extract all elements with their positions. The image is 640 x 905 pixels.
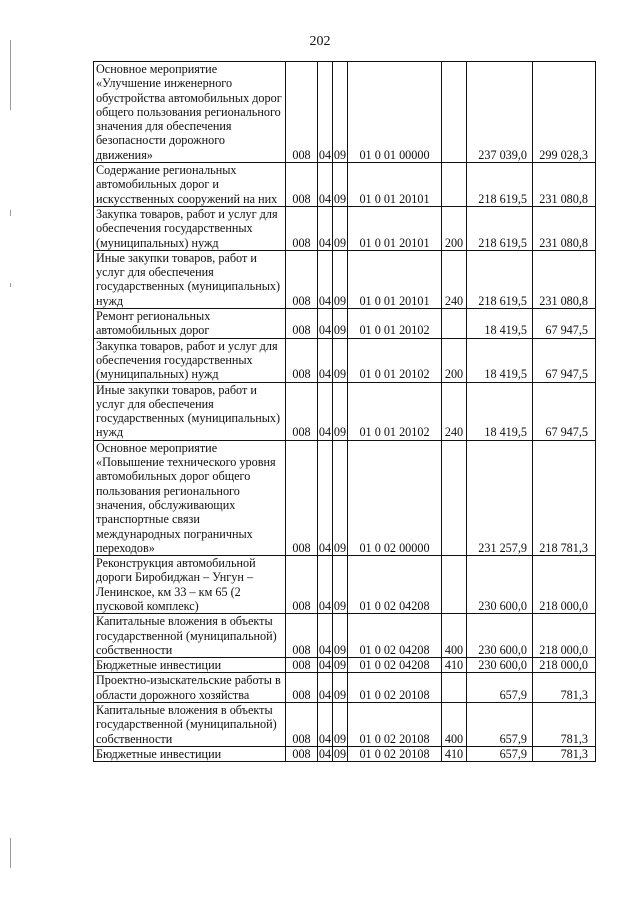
amount-year-2: 231 080,8 xyxy=(533,250,596,308)
amount-year-1: 230 600,0 xyxy=(467,658,533,673)
section-code: 04 xyxy=(318,746,332,761)
table-row xyxy=(94,309,596,339)
target-article-code: 01 0 02 00000 xyxy=(348,440,442,555)
amount-year-1: 18 419,5 xyxy=(467,382,533,440)
expense-name: Основное мероприятие «Повышение технического уровня автомобильных дорог общего пользования регионального значения, обслуживающих транспортные связи международных пограничных переходов» xyxy=(94,440,286,555)
expense-name: Бюджетные инвестиции xyxy=(94,746,286,761)
section-code: 04 xyxy=(318,658,332,673)
expense-type-code: 410 xyxy=(442,746,467,761)
amount-year-1: 657,9 xyxy=(467,673,533,703)
subsection-code: 09 xyxy=(333,338,348,382)
expense-type-code: 240 xyxy=(442,382,467,440)
expense-type-code: 410 xyxy=(442,658,467,673)
expense-name: Закупка товаров, работ и услуг для обеспечения государственных (муниципальных) нужд xyxy=(94,206,286,250)
target-article-code: 01 0 02 20108 xyxy=(348,703,442,747)
amount-year-2: 218 000,0 xyxy=(533,556,596,614)
section-code: 04 xyxy=(318,338,333,382)
department-code: 008 xyxy=(286,746,318,761)
amount-year-1: 657,9 xyxy=(467,746,533,761)
amount-year-2: 218 000,0 xyxy=(533,658,596,673)
amount-year-2: 231 080,8 xyxy=(533,206,596,250)
amount-year-1: 218 619,5 xyxy=(467,163,533,207)
subsection-code: 09 xyxy=(333,206,348,250)
expense-name: Капитальные вложения в объекты государственной (муниципальной) собственности xyxy=(94,614,286,658)
amount-year-2: 218 781,3 xyxy=(533,440,596,555)
target-article-code: 01 0 01 20102 xyxy=(348,309,442,339)
expense-type-code: 400 xyxy=(442,614,467,658)
table-row xyxy=(94,382,596,440)
department-code: 008 xyxy=(286,206,318,250)
amount-year-2: 67 947,5 xyxy=(533,309,596,339)
table-row xyxy=(94,163,596,207)
subsection-code: 09 xyxy=(333,62,348,163)
amount-year-2: 231 080,8 xyxy=(533,163,596,207)
table-row xyxy=(94,703,596,747)
amount-year-2: 299 028,3 xyxy=(533,62,596,163)
expense-name: Иные закупки товаров, работ и услуг для обеспечения государственных (муниципальных) нужд xyxy=(94,250,286,308)
table-row xyxy=(94,206,596,250)
target-article-code: 01 0 01 00000 xyxy=(348,62,442,163)
budget-table-body xyxy=(94,62,596,762)
expense-type-code: 400 xyxy=(442,703,467,747)
section-code: 04 xyxy=(318,382,333,440)
amount-year-1: 18 419,5 xyxy=(467,309,533,339)
target-article-code: 01 0 02 20108 xyxy=(348,746,442,761)
target-article-code: 01 0 01 20101 xyxy=(348,163,442,207)
table-row xyxy=(94,746,596,761)
table-row xyxy=(94,440,596,555)
expense-name: Капитальные вложения в объекты государственной (муниципальной) собственности xyxy=(94,703,286,747)
page-number: 202 xyxy=(309,34,331,49)
department-code: 008 xyxy=(286,703,318,747)
table-row xyxy=(94,673,596,703)
subsection-code: 09 xyxy=(333,658,347,673)
amount-year-2: 781,3 xyxy=(533,703,596,747)
subsection-code: 09 xyxy=(333,746,347,761)
amount-year-2: 67 947,5 xyxy=(533,338,596,382)
section-code: 04 xyxy=(318,673,333,703)
subsection-code: 09 xyxy=(333,556,348,614)
section-code: 04 xyxy=(318,556,333,614)
amount-year-2: 218 000,0 xyxy=(533,614,596,658)
expense-type-code: 240 xyxy=(442,250,467,308)
expense-name: Реконструкция автомобильной дороги Биробиджан – Унгун – Ленинское, км 33 – км 65 (2 пусковой комплекс) xyxy=(94,556,286,614)
subsection-code: 09 xyxy=(333,250,348,308)
scan-edge-marks xyxy=(4,0,18,905)
table-row xyxy=(94,658,596,673)
department-code: 008 xyxy=(286,163,318,207)
department-code: 008 xyxy=(286,309,318,339)
amount-year-1: 230 600,0 xyxy=(467,556,533,614)
expense-name: Ремонт региональных автомобильных дорог xyxy=(94,309,286,339)
expense-type-code xyxy=(442,62,467,163)
expense-type-code xyxy=(442,440,467,555)
department-code: 008 xyxy=(286,614,318,658)
amount-year-1: 218 619,5 xyxy=(467,206,533,250)
expense-type-code: 200 xyxy=(442,206,467,250)
expense-name: Основное мероприятие «Улучшение инженерного обустройства автомобильных дорог общего пользования регионального значения для обеспечения безопасности дорожного движения» xyxy=(94,62,286,163)
expense-type-code xyxy=(442,163,467,207)
section-code: 04 xyxy=(318,309,333,339)
amount-year-1: 18 419,5 xyxy=(467,338,533,382)
expense-name: Иные закупки товаров, работ и услуг для обеспечения государственных (муниципальных) нужд xyxy=(94,382,286,440)
target-article-code: 01 0 02 04208 xyxy=(348,658,442,673)
target-article-code: 01 0 02 04208 xyxy=(348,614,442,658)
section-code: 04 xyxy=(318,703,333,747)
table-row xyxy=(94,338,596,382)
expense-name: Закупка товаров, работ и услуг для обеспечения государственных (муниципальных) нужд xyxy=(94,338,286,382)
target-article-code: 01 0 02 20108 xyxy=(348,673,442,703)
section-code: 04 xyxy=(318,62,333,163)
amount-year-1: 230 600,0 xyxy=(467,614,533,658)
subsection-code: 09 xyxy=(333,163,348,207)
department-code: 008 xyxy=(286,556,318,614)
subsection-code: 09 xyxy=(333,382,348,440)
subsection-code: 09 xyxy=(333,703,348,747)
expense-name: Содержание региональных автомобильных дорог и искусственных сооружений на них xyxy=(94,163,286,207)
target-article-code: 01 0 02 04208 xyxy=(348,556,442,614)
target-article-code: 01 0 01 20101 xyxy=(348,250,442,308)
target-article-code: 01 0 01 20102 xyxy=(348,338,442,382)
subsection-code: 09 xyxy=(333,673,348,703)
subsection-code: 09 xyxy=(333,440,348,555)
amount-year-2: 67 947,5 xyxy=(533,382,596,440)
table-row xyxy=(94,556,596,614)
section-code: 04 xyxy=(318,440,333,555)
target-article-code: 01 0 01 20102 xyxy=(348,382,442,440)
amount-year-1: 231 257,9 xyxy=(467,440,533,555)
department-code: 008 xyxy=(286,62,318,163)
department-code: 008 xyxy=(286,250,318,308)
department-code: 008 xyxy=(286,440,318,555)
expense-type-code: 200 xyxy=(442,338,467,382)
table-row xyxy=(94,614,596,658)
amount-year-1: 218 619,5 xyxy=(467,250,533,308)
department-code: 008 xyxy=(286,673,318,703)
amount-year-1: 657,9 xyxy=(467,703,533,747)
section-code: 04 xyxy=(318,206,333,250)
department-code: 008 xyxy=(286,658,318,673)
expense-name: Проектно-изыскательские работы в области дорожного хозяйства xyxy=(94,673,286,703)
department-code: 008 xyxy=(286,382,318,440)
section-code: 04 xyxy=(318,163,333,207)
department-code: 008 xyxy=(286,338,318,382)
table-row xyxy=(94,250,596,308)
subsection-code: 09 xyxy=(333,309,348,339)
amount-year-2: 781,3 xyxy=(533,673,596,703)
expense-name: Бюджетные инвестиции xyxy=(94,658,286,673)
section-code: 04 xyxy=(318,614,333,658)
table-row xyxy=(94,62,596,163)
expense-type-code xyxy=(442,556,467,614)
amount-year-2: 781,3 xyxy=(533,746,596,761)
expense-type-code xyxy=(442,309,467,339)
target-article-code: 01 0 01 20101 xyxy=(348,206,442,250)
expense-type-code xyxy=(442,673,467,703)
subsection-code: 09 xyxy=(333,614,348,658)
budget-table xyxy=(93,61,596,762)
section-code: 04 xyxy=(318,250,333,308)
amount-year-1: 237 039,0 xyxy=(467,62,533,163)
